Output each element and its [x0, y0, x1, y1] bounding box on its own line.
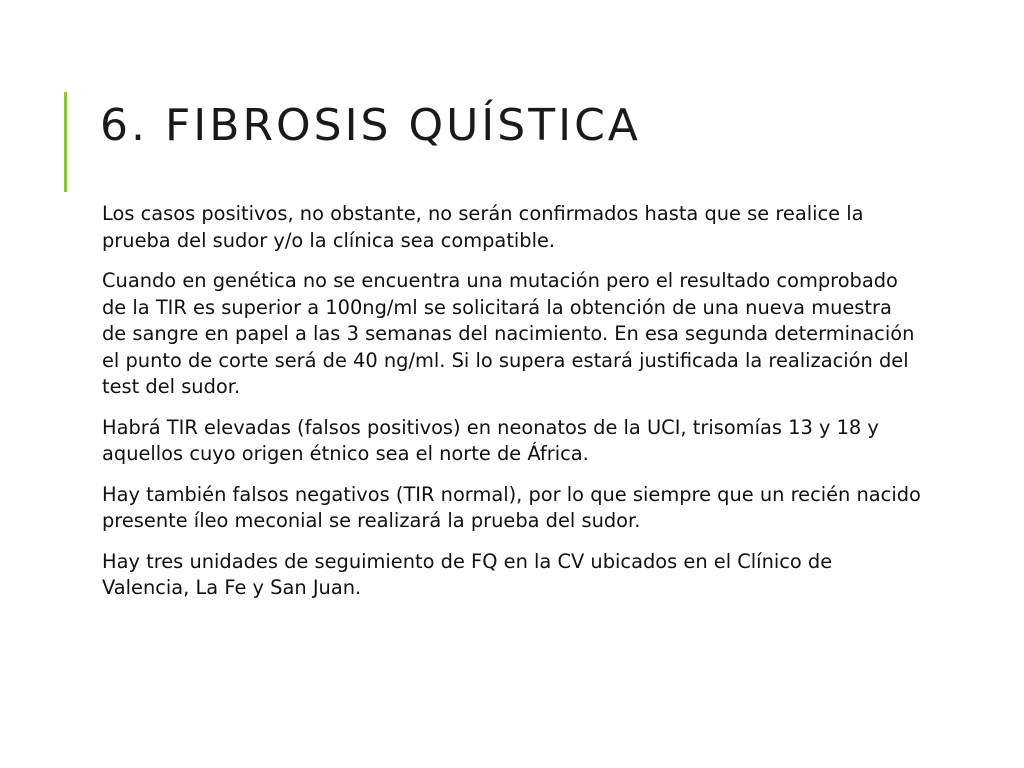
- paragraph-positive-cases: Los casos positivos, no obstante, no serán confirmados hasta que se realice la prueba del sudor y/o la clínica sea compatible.: [102, 202, 864, 252]
- paragraph-false-negatives: Hay también falsos negativos (TIR normal), por lo que siempre que un recién nacido presente íleo meconial se realizará la prueba del sudor.: [102, 482, 921, 532]
- paragraph-false-positives: Habrá TIR elevadas (falsos positivos) en neonatos de la UCI, trisomías 13 y 18 y aquellos cuyo origen étnico sea el norte de África.: [102, 415, 879, 465]
- slide-title: 6. FIBROSIS QUÍSTICA: [100, 100, 641, 151]
- slide-body: [102, 201, 922, 616]
- paragraph-genetics-tir: Cuando en genética no se encuentra una mutación pero el resultado comprobado de la TIR es superior a 100ng/ml se solicitará la obtención de una nueva muestra de sangre en papel a las 3 semanas del nacimiento. En esa segunda determinación el punto de corte será de 40 ng/ml. Si lo supera estará justificada la realización del test del sudor.: [102, 269, 915, 398]
- title-accent-bar: [64, 92, 67, 192]
- paragraph-follow-up-units: Hay tres unidades de seguimiento de FQ en la CV ubicados en el Clínico de Valencia, La Fe y San Juan.: [102, 549, 833, 599]
